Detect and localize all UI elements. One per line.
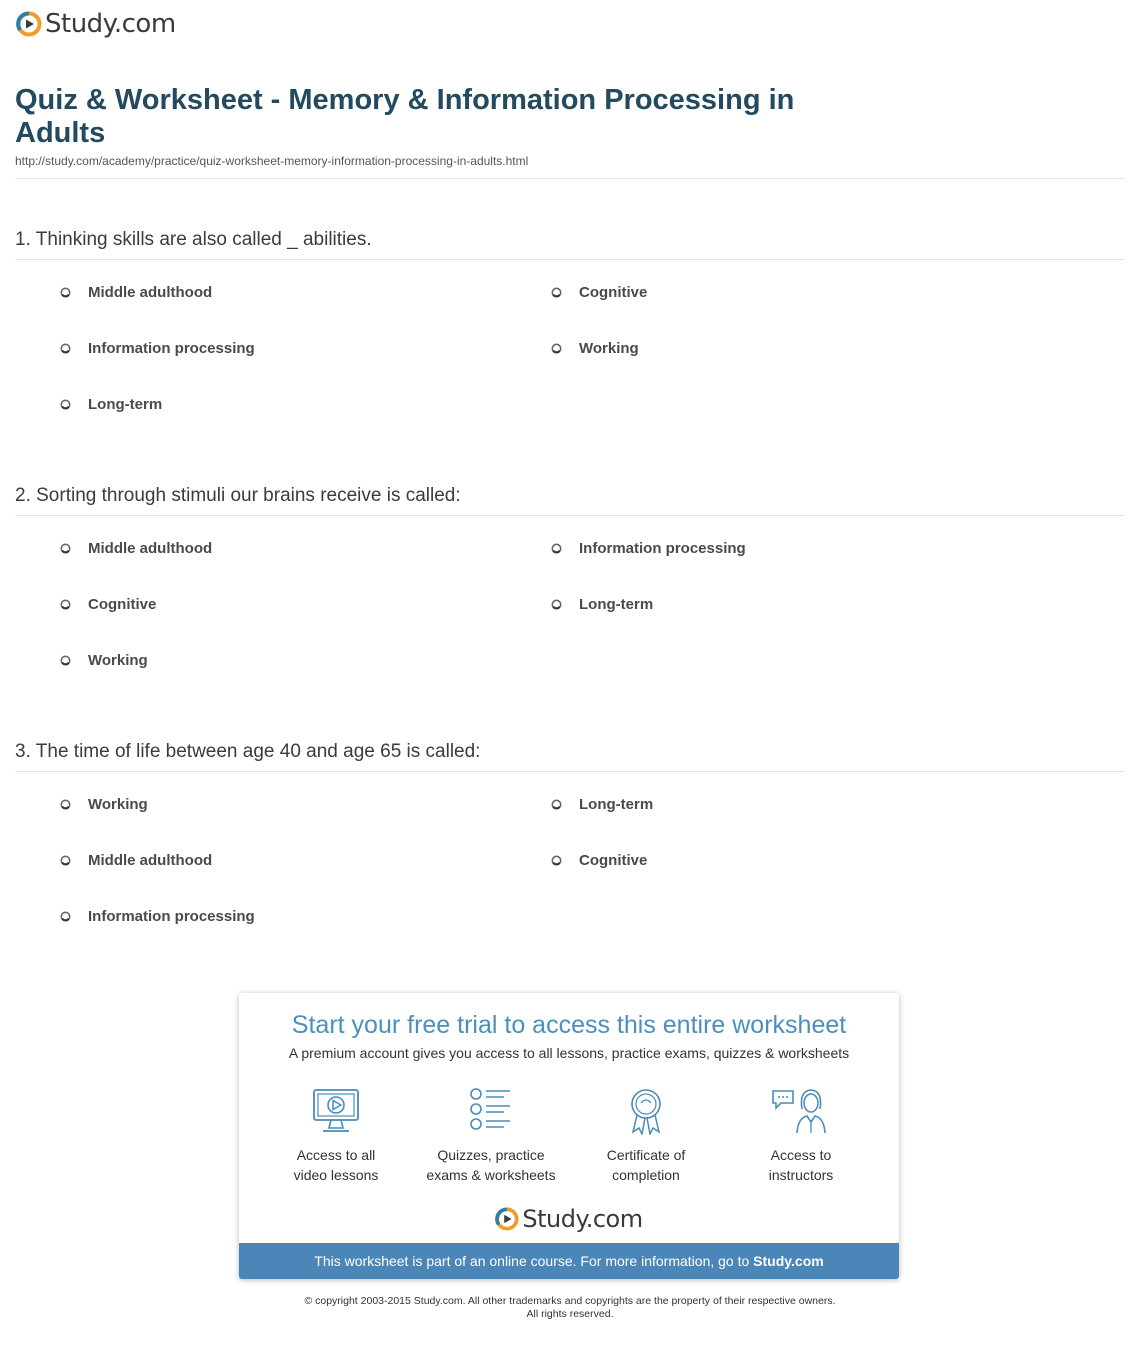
answer-option[interactable] [551, 340, 639, 357]
promo-subheading: A premium account gives you access to all lessons, practice exams, quizzes & worksheets [288, 1045, 850, 1061]
answer-option[interactable] [60, 396, 162, 413]
question-divider [15, 771, 1125, 772]
rights-line: All rights reserved. [526, 1308, 614, 1320]
radio-icon[interactable] [60, 855, 71, 866]
question-divider [15, 515, 1125, 516]
answer-option-label: Information processing [88, 340, 255, 357]
feature-label-line: video lessons [293, 1167, 379, 1183]
feature-label [411, 1145, 571, 1185]
study-logo-icon [495, 1207, 519, 1231]
copyright-footer [0, 1295, 1140, 1321]
feature-label-line: completion [612, 1167, 680, 1183]
feature-label [721, 1145, 881, 1185]
answer-option-label: Long-term [579, 796, 654, 813]
radio-icon[interactable] [60, 655, 71, 666]
free-trial-promo [239, 993, 899, 1279]
question-2 [15, 485, 1125, 685]
answer-option[interactable] [60, 852, 212, 869]
quiz-list-icon [466, 1087, 516, 1135]
answer-option-label: Information processing [579, 540, 746, 557]
study-logo-icon [16, 11, 42, 37]
answer-option[interactable] [60, 540, 212, 557]
feature-label [566, 1145, 726, 1185]
page-url: http://study.com/academy/practice/quiz-worksheet-memory-information-processing-in-adults.html [15, 154, 529, 168]
answer-option[interactable] [551, 796, 653, 813]
feature-label [256, 1145, 416, 1185]
feature-label-line: exams & worksheets [426, 1167, 556, 1183]
radio-icon[interactable] [551, 855, 562, 866]
question-3-text: 3. The time of life between age 40 and age 65 is called: [15, 741, 481, 762]
answer-option-label: Working [579, 340, 639, 357]
answer-option[interactable] [60, 796, 148, 813]
answer-option-label: Cognitive [579, 284, 648, 301]
radio-icon[interactable] [60, 799, 71, 810]
promo-info-bar [239, 1243, 899, 1279]
promo-bar-link[interactable]: Study.com [753, 1253, 824, 1269]
answer-option-label: Working [88, 796, 148, 813]
radio-icon[interactable] [551, 543, 562, 554]
promo-heading[interactable]: Start your free trial to access this entire worksheet [291, 1011, 847, 1039]
answer-option-label: Middle adulthood [88, 540, 213, 557]
radio-icon[interactable] [60, 599, 71, 610]
page-title: Quiz & Worksheet - Memory & Information Processing in Adults [15, 84, 795, 149]
answer-option[interactable] [60, 908, 255, 925]
question-1-text: 1. Thinking skills are also called _ abilities. [15, 229, 372, 250]
answer-option[interactable] [551, 852, 647, 869]
answer-option[interactable] [60, 596, 156, 613]
copyright-line: © copyright 2003-2015 Study.com. All other trademarks and copyrights are the property of their respective owners. [304, 1295, 836, 1307]
radio-icon[interactable] [60, 543, 71, 554]
question-3 [15, 741, 1125, 941]
answer-option-label: Long-term [88, 396, 163, 413]
answer-option[interactable] [60, 652, 148, 669]
promo-bar-text: This worksheet is part of an online course. For more information, go to [314, 1253, 750, 1269]
promo-study-logo[interactable] [239, 1205, 899, 1233]
radio-icon[interactable] [551, 599, 562, 610]
radio-icon[interactable] [551, 343, 562, 354]
video-lesson-icon [311, 1087, 361, 1135]
question-divider [15, 259, 1125, 260]
feature-label-line: Certificate of [606, 1147, 686, 1163]
radio-icon[interactable] [551, 799, 562, 810]
answer-option-label: Middle adulthood [88, 284, 213, 301]
answer-option[interactable] [60, 340, 255, 357]
certificate-ribbon-icon [621, 1087, 671, 1135]
study-logo-text: Study.com [45, 9, 176, 39]
radio-icon[interactable] [551, 287, 562, 298]
feature-label-line: Quizzes, practice [437, 1147, 545, 1163]
answer-option-label: Middle adulthood [88, 852, 213, 869]
answer-option-label: Information processing [88, 908, 255, 925]
feature-video-lessons [256, 1087, 416, 1185]
instructor-chat-icon [771, 1087, 831, 1135]
answer-option[interactable] [551, 540, 746, 557]
answer-option-label: Cognitive [579, 852, 648, 869]
study-logo[interactable] [16, 10, 176, 38]
radio-icon[interactable] [60, 287, 71, 298]
feature-label-line: Access to all [296, 1147, 376, 1163]
feature-quizzes [411, 1087, 571, 1185]
question-1 [15, 229, 1125, 429]
feature-label-line: instructors [768, 1167, 834, 1183]
answer-option-label: Long-term [579, 596, 654, 613]
answer-option[interactable] [551, 596, 653, 613]
radio-icon[interactable] [60, 911, 71, 922]
feature-label-line: Access to [770, 1147, 832, 1163]
answer-option[interactable] [60, 284, 212, 301]
answer-option[interactable] [551, 284, 647, 301]
radio-icon[interactable] [60, 399, 71, 410]
feature-instructors [721, 1087, 881, 1185]
answer-option-label: Working [88, 652, 148, 669]
answer-option-label: Cognitive [88, 596, 157, 613]
header-divider [15, 178, 1125, 179]
promo-logo-text: Study.com [522, 1205, 643, 1233]
feature-certificate [566, 1087, 726, 1185]
radio-icon[interactable] [60, 343, 71, 354]
question-2-text: 2. Sorting through stimuli our brains receive is called: [15, 485, 461, 506]
